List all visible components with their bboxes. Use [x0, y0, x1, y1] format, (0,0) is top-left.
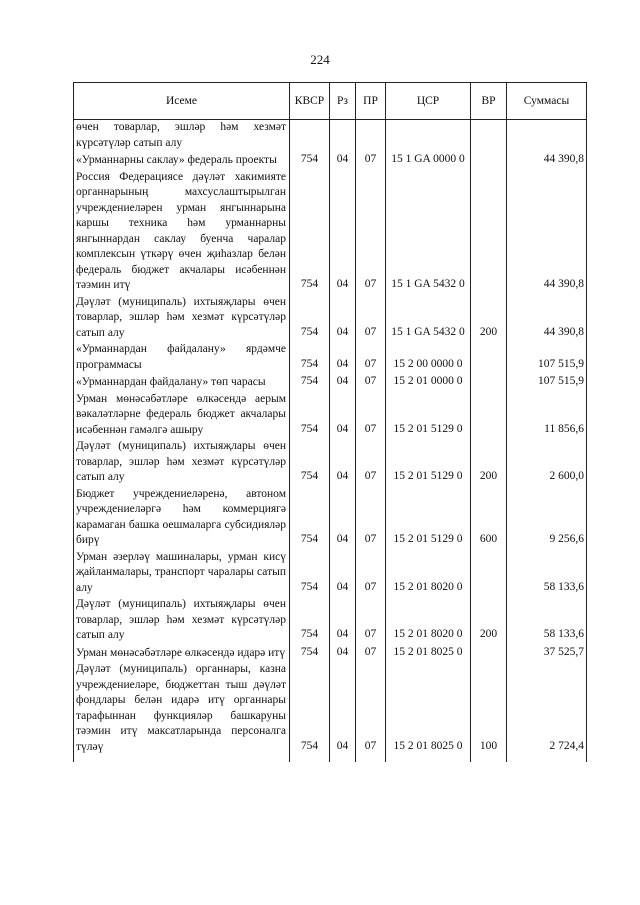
spacer-cell	[471, 756, 507, 762]
row-kvsr: 754	[290, 295, 330, 343]
header-vr: ВР	[471, 83, 507, 120]
row-name: Урман мөнәсәбәтләре өлкәсендә аерым вәкаләтләрне федераль бюджет акчалары исәбеннән гамәлгә ашыру	[74, 392, 290, 440]
table-row	[74, 439, 587, 487]
row-pr: 07	[356, 342, 386, 374]
row-name: Дәүләт (муниципаль) ихтыяҗлары өчен товарлар, эшләр һәм хезмәт күрсәтүләр сатып алу	[74, 295, 290, 343]
row-csr: 15 2 01 5129 0	[386, 487, 471, 550]
table-row	[74, 550, 587, 598]
row-csr: 15 2 01 8020 0	[386, 597, 471, 645]
row-csr: 15 2 01 5129 0	[386, 392, 471, 440]
row-kvsr: 754	[290, 550, 330, 598]
row-name: Дәүләт (муниципаль) органнары, казна учреждениеләре, бюджеттан тыш дәүләт фондлары белән идарә итү органнары тарафыннан функцияләр башкаруны тәэмин итү максатларында персоналга түләү	[74, 662, 290, 756]
row-name: Урман әзерләү машиналары, урман кисү җайланмалары, транспорт чаралары сатып алу	[74, 550, 290, 598]
row-sum: 107 515,9	[507, 374, 587, 392]
row-csr: 15 1 GA 5432 0	[386, 170, 471, 295]
row-pr: 07	[356, 550, 386, 598]
spacer-cell	[386, 756, 471, 762]
row-pr: 07	[356, 439, 386, 487]
table-row	[74, 295, 587, 343]
row-kvsr: 754	[290, 152, 330, 170]
row-sum: 2 600,0	[507, 439, 587, 487]
row-csr	[386, 120, 471, 153]
row-pr: 07	[356, 374, 386, 392]
row-rz: 04	[330, 392, 356, 440]
header-sum: Суммасы	[507, 83, 587, 120]
row-csr: 15 2 01 5129 0	[386, 439, 471, 487]
row-rz: 04	[330, 662, 356, 756]
row-sum: 11 856,6	[507, 392, 587, 440]
table-row	[74, 645, 587, 663]
row-name: «Урманнардан файдалану» ярдәмче программасы	[74, 342, 290, 374]
row-rz: 04	[330, 342, 356, 374]
row-pr: 07	[356, 487, 386, 550]
row-name: Бюджет учреждениеләренә, автоном учреждениеләргә һәм коммерциягә карамаган башка оешмаларга субсидияләр бирү	[74, 487, 290, 550]
table-row	[74, 374, 587, 392]
row-kvsr: 754	[290, 645, 330, 663]
row-name: Дәүләт (муниципаль) ихтыяҗлары өчен товарлар, эшләр һәм хезмәт күрсәтүләр сатып алу	[74, 597, 290, 645]
table-row	[74, 120, 587, 153]
header-pr: ПР	[356, 83, 386, 120]
table-header	[74, 83, 587, 120]
row-sum: 9 256,6	[507, 487, 587, 550]
header-csr: ЦСР	[386, 83, 471, 120]
row-rz	[330, 120, 356, 153]
row-vr: 100	[471, 662, 507, 756]
header-name: Исеме	[74, 83, 290, 120]
row-vr: 200	[471, 439, 507, 487]
row-vr	[471, 645, 507, 663]
row-pr: 07	[356, 662, 386, 756]
row-kvsr: 754	[290, 392, 330, 440]
row-vr	[471, 152, 507, 170]
row-sum: 107 515,9	[507, 342, 587, 374]
row-csr: 15 2 01 0000 0	[386, 374, 471, 392]
table-row	[74, 597, 587, 645]
row-name: «Урманнарны саклау» федераль проекты	[74, 152, 290, 170]
row-kvsr	[290, 120, 330, 153]
table-row	[74, 662, 587, 756]
row-kvsr: 754	[290, 597, 330, 645]
row-name: Россия Федерациясе дәүләт хакимияте органнарының махсуслаштырылган учреждениеләрен урман янгыннарына каршы техника һәм урманнарны янгыннардан саклау буенча чаралар комплексын үткәрү өчен җиһазлар белән федераль бюджет акчалары исәбеннән тәэмин итү	[74, 170, 290, 295]
row-sum: 37 525,7	[507, 645, 587, 663]
table-body	[74, 120, 587, 763]
row-vr: 200	[471, 295, 507, 343]
spacer-cell	[330, 756, 356, 762]
row-csr: 15 1 GA 5432 0	[386, 295, 471, 343]
row-kvsr: 754	[290, 170, 330, 295]
row-kvsr: 754	[290, 342, 330, 374]
row-rz: 04	[330, 170, 356, 295]
row-vr	[471, 374, 507, 392]
row-kvsr: 754	[290, 374, 330, 392]
row-pr: 07	[356, 170, 386, 295]
row-vr	[471, 120, 507, 153]
row-vr	[471, 392, 507, 440]
row-sum: 44 390,8	[507, 295, 587, 343]
row-kvsr: 754	[290, 487, 330, 550]
row-pr	[356, 120, 386, 153]
row-kvsr: 754	[290, 662, 330, 756]
row-sum: 58 133,6	[507, 550, 587, 598]
row-sum: 2 724,4	[507, 662, 587, 756]
row-pr: 07	[356, 392, 386, 440]
spacer-cell	[507, 756, 587, 762]
budget-table	[73, 82, 587, 762]
row-pr: 07	[356, 597, 386, 645]
row-sum: 58 133,6	[507, 597, 587, 645]
row-sum	[507, 120, 587, 153]
row-name: өчен товарлар, эшләр һәм хезмәт күрсәтүләр сатып алу	[74, 120, 290, 153]
row-rz: 04	[330, 295, 356, 343]
row-csr: 15 2 01 8020 0	[386, 550, 471, 598]
row-csr: 15 2 01 8025 0	[386, 662, 471, 756]
row-name: Дәүләт (муниципаль) ихтыяҗлары өчен товарлар, эшләр һәм хезмәт күрсәтүләр сатып алу	[74, 439, 290, 487]
row-pr: 07	[356, 152, 386, 170]
row-pr: 07	[356, 645, 386, 663]
row-pr: 07	[356, 295, 386, 343]
row-name: «Урманнардан файдалану» төп чарасы	[74, 374, 290, 392]
row-csr: 15 2 01 8025 0	[386, 645, 471, 663]
row-rz: 04	[330, 550, 356, 598]
row-kvsr: 754	[290, 439, 330, 487]
table-row	[74, 487, 587, 550]
row-csr: 15 1 GA 0000 0	[386, 152, 471, 170]
row-csr: 15 2 00 0000 0	[386, 342, 471, 374]
row-rz: 04	[330, 487, 356, 550]
header-kvsr: КВСР	[290, 83, 330, 120]
row-sum: 44 390,8	[507, 152, 587, 170]
table-row	[74, 392, 587, 440]
row-rz: 04	[330, 152, 356, 170]
table-spacer	[74, 756, 587, 762]
table-row	[74, 170, 587, 295]
row-rz: 04	[330, 374, 356, 392]
row-rz: 04	[330, 645, 356, 663]
row-vr	[471, 170, 507, 295]
row-name: Урман мөнәсәбәтләре өлкәсендә идарә итү	[74, 645, 290, 663]
spacer-cell	[290, 756, 330, 762]
row-rz: 04	[330, 439, 356, 487]
header-rz: Рз	[330, 83, 356, 120]
row-vr	[471, 550, 507, 598]
page-number: 224	[310, 52, 330, 67]
table-row	[74, 152, 587, 170]
row-rz: 04	[330, 597, 356, 645]
row-sum: 44 390,8	[507, 170, 587, 295]
row-vr: 600	[471, 487, 507, 550]
spacer-cell	[74, 756, 290, 762]
spacer-cell	[356, 756, 386, 762]
table-row	[74, 342, 587, 374]
row-vr: 200	[471, 597, 507, 645]
row-vr	[471, 342, 507, 374]
